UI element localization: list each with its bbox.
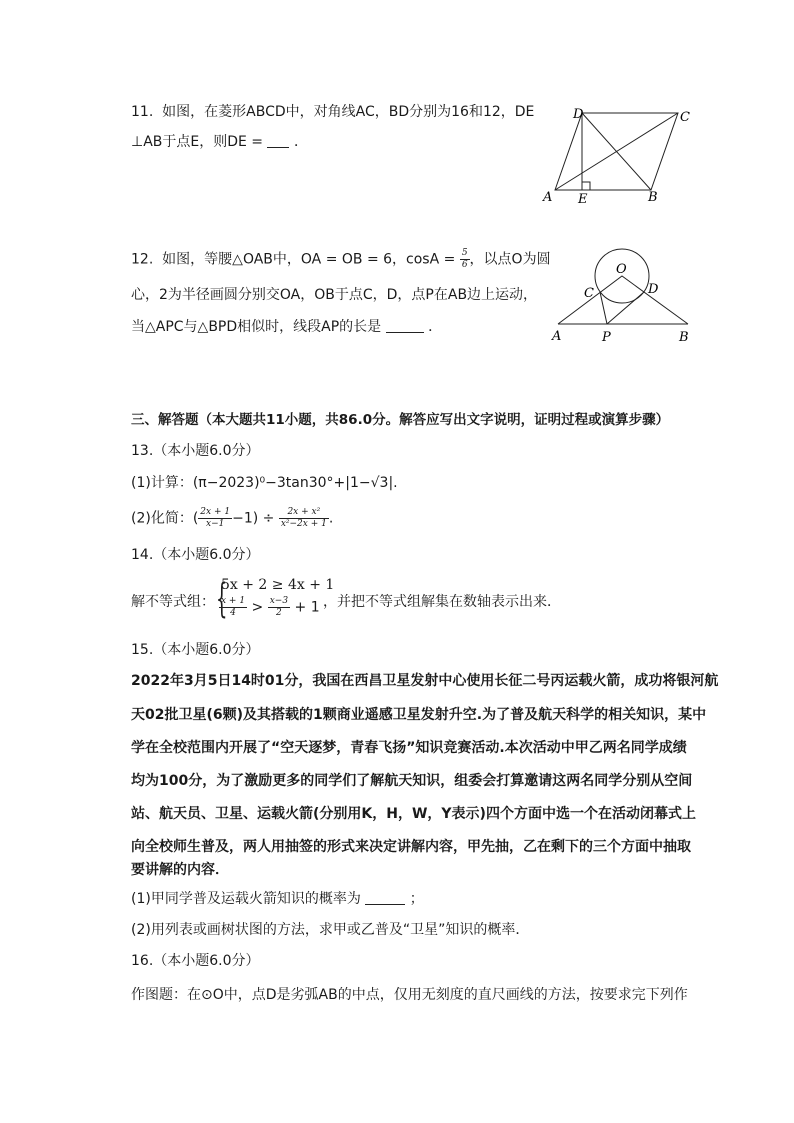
q13-part1: (1)计算：(π−2023)⁰−3tan30°+|1−√3|. [131, 475, 398, 491]
q11-rhombus-figure [538, 100, 698, 210]
q15-line-3: 学在全校范围内开展了“空天逐梦，青春飞扬”知识竞赛活动.本次活动中甲乙两名同学成绩 [131, 740, 687, 756]
label-o: O [616, 262, 627, 277]
q13-part2-mid: −1) ÷ [232, 510, 275, 527]
q11-text2-end: ． [293, 134, 308, 150]
q14-prefix: 解不等式组： [131, 594, 215, 610]
q13-part2-end: . [328, 510, 334, 527]
q15-header: 15.（本小题6.0分） [131, 642, 260, 658]
right-angle-mark [582, 182, 590, 190]
q14-frac-right: $\frac{x-3}{2}$ [269, 596, 289, 618]
q13-part2-prefix: (2)化简：( [131, 510, 199, 527]
q15-sub2: (2)用列表或画树状图的方法，求甲或乙普及“卫星”知识的概率． [131, 922, 530, 938]
diagonal-bd [582, 113, 651, 190]
q13-fraction1: $\frac{2x + 1}{x-1}$ [200, 507, 231, 529]
q12-text3-end: ． [428, 319, 443, 335]
q13-header: 13.（本小题6.0分） [131, 443, 260, 459]
label-b2: B [679, 330, 689, 345]
label-c: C [680, 110, 690, 125]
q12-text3: 当△APC与△BPD相似时，线段AP的长是 [131, 319, 382, 335]
q15-line-2: 天02批卫星(6颗)及其搭载的1颗商业遥感卫星发射升空.为了普及航天科学的相关知识，某中 [131, 707, 707, 723]
q14-suffix: ，并把不等式组解集在数轴表示出来． [323, 594, 561, 610]
q15-sub1-end: ； [409, 891, 424, 907]
label-p: P [602, 330, 611, 345]
q11-answer-blank[interactable] [267, 133, 289, 148]
q14-frac-left: $\frac{x + 1}{4}$ [221, 596, 246, 618]
label-a: A [543, 190, 553, 205]
q15-line-5: 站、航天员、卫星、运载火箭(分别用K，H，W，Y表示)四个方面中选一个在活动闭幕式上 [131, 806, 696, 822]
q14-header: 14.（本小题6.0分） [131, 547, 260, 563]
q15-sub1-text: (1)甲同学普及运载火箭知识的概率为 [131, 891, 361, 907]
q12-answer-blank[interactable] [386, 318, 424, 333]
q14-ineq2-tail: + 1 [294, 599, 320, 616]
label-a2: A [552, 329, 562, 344]
q12-triangle-figure [548, 238, 698, 348]
q12-number: 12. [131, 251, 154, 268]
label-b: B [648, 190, 658, 205]
label-c2: C [584, 286, 594, 301]
label-e: E [578, 192, 588, 207]
q14-inequality2 [219, 596, 320, 619]
q11-line2 [131, 132, 308, 152]
q14-brace: { [215, 576, 228, 622]
q15-line-7: 要讲解的内容． [131, 862, 229, 878]
q16-header: 16.（本小题6.0分） [131, 953, 260, 969]
q14-gt-sign: > [251, 599, 264, 616]
q16-line1: 作图题：在⊙O中，点D是劣弧AB的中点，仅用无刻度的直尺画线的方法，按要求完下列作 [131, 987, 688, 1003]
q13-part2 [131, 507, 333, 530]
q12-line3 [131, 317, 442, 337]
triangle-sides [558, 276, 688, 324]
q15-sub1 [131, 889, 424, 909]
segment-pd [607, 292, 644, 324]
q15-line-1: 2022年3月5日14时01分，我国在西昌卫星发射中心使用长征二号丙运载火箭，成功将银河航 [131, 673, 719, 689]
segment-cp [600, 292, 607, 324]
label-d: D [573, 107, 584, 122]
label-d2: D [648, 282, 659, 297]
q12-text2: 心，2为半径画圆分别交OA，OB于点C，D，点P在AB边上运动， [131, 287, 538, 303]
q12-line1 [131, 248, 551, 271]
q14-inequality1: 5x + 2 ≥ 4x + 1 [221, 577, 335, 593]
q12-text1: 如图，等腰△OAB中，OA = OB = 6，cosA = [162, 251, 456, 268]
q11-text1: 如图，在菱形ABCD中，对角线AC，BD分别为16和12，DE [162, 104, 535, 120]
q11-number: 11. [131, 104, 154, 120]
q12-line2 [131, 285, 537, 305]
q11-text2: ⊥AB于点E，则DE = [131, 134, 264, 150]
q15-line-6: 向全校师生普及，两人用抽签的形式来决定讲解内容，甲先抽，乙在剩下的三个方面中抽取 [131, 839, 691, 855]
q11-line1 [131, 102, 534, 122]
q15-answer-blank[interactable] [365, 890, 405, 905]
q13-fraction2: $\frac{\text{2x + x²}}{\text{x²−2x + 1}}$ [280, 507, 327, 529]
q12-cos-fraction: $\frac{5}{6}$ [461, 248, 468, 270]
q12-text1-end: ，以点O为圆 [469, 251, 551, 268]
q15-line-4: 均为100分，为了激励更多的同学们了解航天知识，组委会打算邀请这两名同学分别从空间 [131, 773, 693, 789]
section3-heading: 三、解答题（本大题共11小题，共86.0分。解答应写出文字说明，证明过程或演算步骤） [131, 412, 670, 428]
